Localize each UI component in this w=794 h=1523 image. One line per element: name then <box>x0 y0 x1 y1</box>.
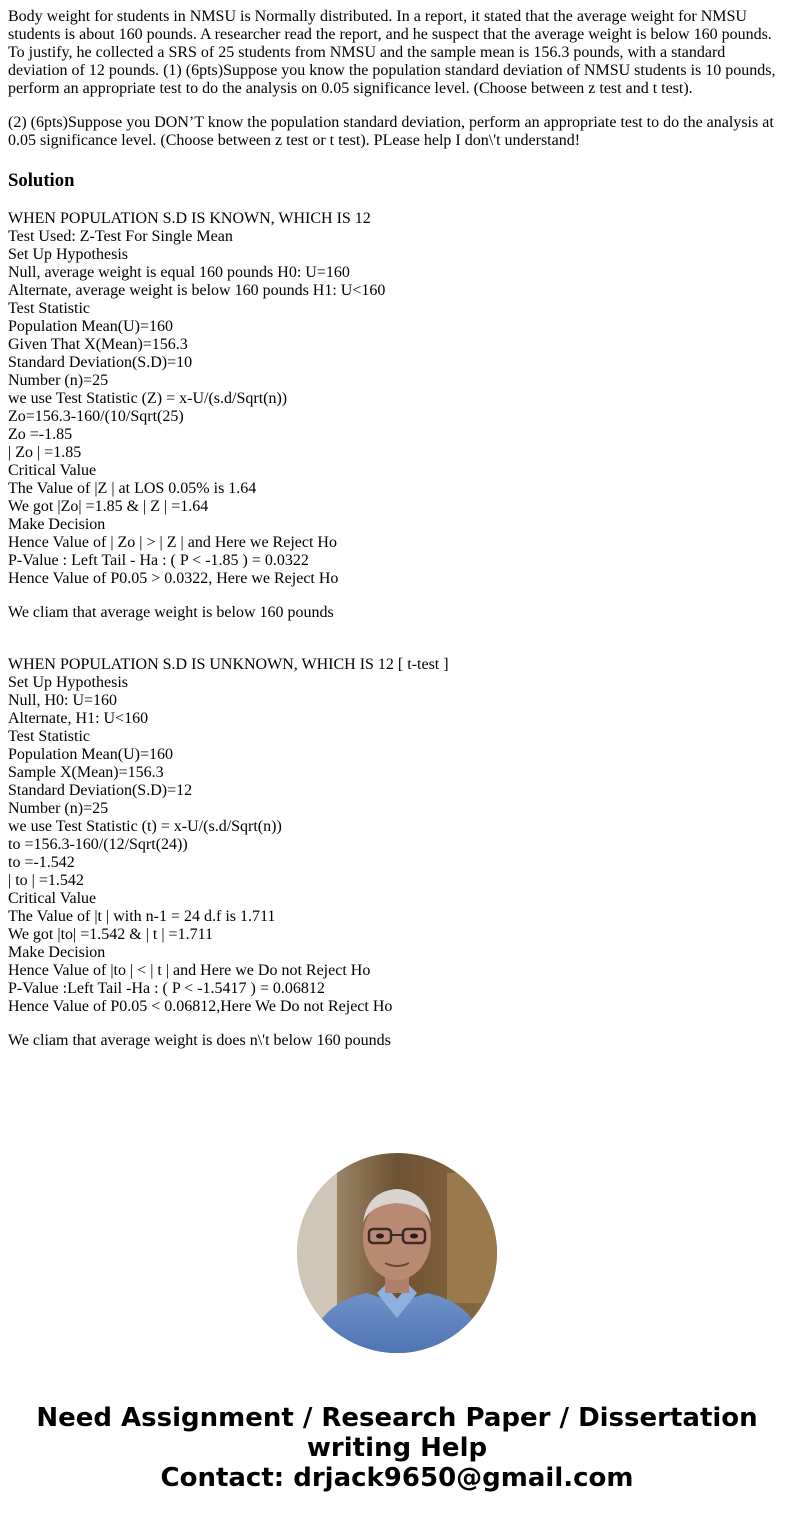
unknown-sd-solution <box>8 656 786 1016</box>
solution-line: Given That X(Mean)=156.3 <box>8 336 188 353</box>
solution-line: Standard Deviation(S.D)=12 <box>8 782 193 799</box>
solution-line: Hence Value of |to | < | t | and Here we Do not Reject Ho <box>8 962 371 979</box>
solution-line: to =-1.542 <box>8 854 75 871</box>
solution-line: Hence Value of | Zo | > | Z | and Here we Reject Ho <box>8 534 337 551</box>
solution-line: Critical Value <box>8 462 97 479</box>
solution-line: Make Decision <box>8 944 106 961</box>
solution-line: we use Test Statistic (Z) = x-U/(s.d/Sqrt(n)) <box>8 390 288 407</box>
solution-line: Sample X(Mean)=156.3 <box>8 764 164 781</box>
solution-line: The Value of |t | with n-1 = 24 d.f is 1.711 <box>8 908 276 925</box>
solution-line: WHEN POPULATION S.D IS UNKNOWN, WHICH IS 12 [ t-test ] <box>8 656 449 673</box>
solution-line: Population Mean(U)=160 <box>8 746 173 763</box>
solution-line: to =156.3-160/(12/Sqrt(24)) <box>8 836 188 853</box>
unknown-sd-conclusion: We cliam that average weight is does n\'t below 160 pounds <box>8 1032 391 1049</box>
promo-line: Need Assignment / Research Paper / Dissertation <box>36 1403 758 1433</box>
known-sd-solution <box>8 210 786 588</box>
solution-line: Make Decision <box>8 516 106 533</box>
question-part-1: Body weight for students in NMSU is Normally distributed. In a report, it stated that the average weight for NMSU students is about 160 pounds. A researcher read the report, and he suspect that the average weight is below 160 pounds. To justify, he collected a SRS of 25 students from NMSU and the sample mean is 156.3 pounds, with a standard deviation of 12 pounds. (1) (6pts)Suppose you know the population standard deviation of NMSU students is 10 pounds, perform an appropriate test to do the analysis on 0.05 significance level. (Choose between z test and t test). <box>8 8 776 97</box>
solution-line: We got |Zo| =1.85 & | Z | =1.64 <box>8 498 209 515</box>
solution-line: We got |to| =1.542 & | t | =1.711 <box>8 926 213 943</box>
solution-line: Test Statistic <box>8 300 90 317</box>
solution-line: WHEN POPULATION S.D IS KNOWN, WHICH IS 12 <box>8 210 371 227</box>
solution-line: | to | =1.542 <box>8 872 84 889</box>
solution-line: Population Mean(U)=160 <box>8 318 173 335</box>
solution-line: Number (n)=25 <box>8 372 109 389</box>
solution-line: | Zo | =1.85 <box>8 444 82 461</box>
solution-line: Alternate, average weight is below 160 pounds H1: U<160 <box>8 282 386 299</box>
solution-line: we use Test Statistic (t) = x-U/(s.d/Sqrt(n)) <box>8 818 282 835</box>
solution-line: Zo=156.3-160/(10/Sqrt(25) <box>8 408 184 425</box>
solution-line: P-Value : Left Tail - Ha : ( P < -1.85 ) = 0.0322 <box>8 552 309 569</box>
solution-line: Number (n)=25 <box>8 800 109 817</box>
author-portrait-image <box>297 1153 497 1353</box>
solution-line: Zo =-1.85 <box>8 426 73 443</box>
solution-line: Test Statistic <box>8 728 90 745</box>
solution-line: Null, average weight is equal 160 pounds H0: U=160 <box>8 264 350 281</box>
solution-line: Hence Value of P0.05 < 0.06812,Here We Do not Reject Ho <box>8 998 393 1015</box>
solution-line: The Value of |Z | at LOS 0.05% is 1.64 <box>8 480 257 497</box>
question-part-2: (2) (6pts)Suppose you DON’T know the population standard deviation, perform an appropriate test to do the analysis at 0.05 significance level. (Choose between z test or t test). PLease help I don\'t understand! <box>8 114 774 149</box>
known-sd-conclusion: We cliam that average weight is below 160 pounds <box>8 604 334 621</box>
solution-line: Test Used: Z-Test For Single Mean <box>8 228 233 245</box>
solution-line: Null, H0: U=160 <box>8 692 118 709</box>
solution-line: P-Value :Left Tail -Ha : ( P < -1.5417 ) = 0.06812 <box>8 980 325 997</box>
solution-line: Critical Value <box>8 890 97 907</box>
contact-line: Contact: drjack9650@gmail.com <box>160 1463 634 1493</box>
solution-line: Set Up Hypothesis <box>8 674 128 691</box>
solution-line: Alternate, H1: U<160 <box>8 710 149 727</box>
promo-line: writing Help <box>306 1433 488 1463</box>
promo-footer <box>0 1403 794 1493</box>
solution-line: Standard Deviation(S.D)=10 <box>8 354 193 371</box>
solution-line: Set Up Hypothesis <box>8 246 128 263</box>
solution-heading: Solution <box>8 170 75 191</box>
solution-line: Hence Value of P0.05 > 0.0322, Here we Reject Ho <box>8 570 339 587</box>
author-avatar <box>297 1153 497 1353</box>
